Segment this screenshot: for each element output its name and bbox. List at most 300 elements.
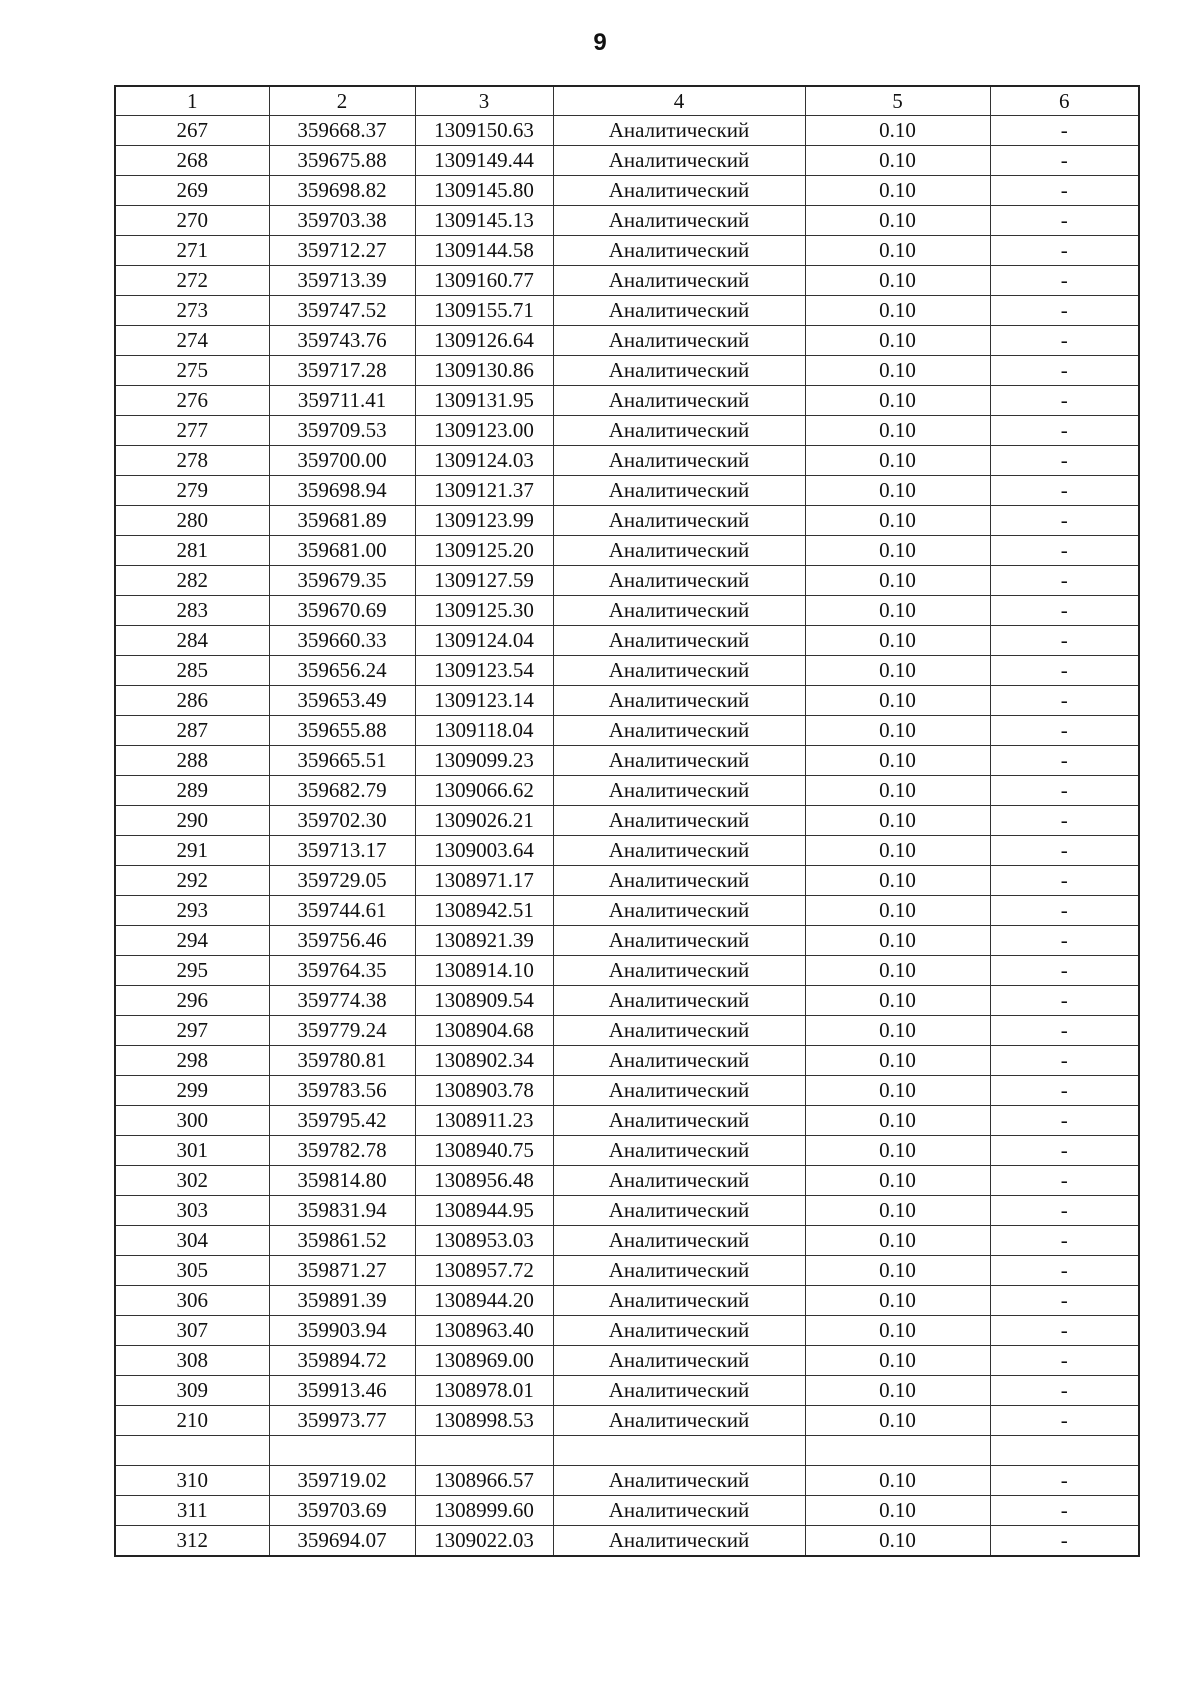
table-cell: 1308921.39	[415, 926, 553, 956]
column-header: 1	[115, 86, 269, 116]
table-cell: 1308940.75	[415, 1136, 553, 1166]
table-cell: 1308956.48	[415, 1166, 553, 1196]
table-cell: 359702.30	[269, 806, 415, 836]
table-cell: Аналитический	[553, 1286, 805, 1316]
table-cell: 1309003.64	[415, 836, 553, 866]
table-cell: -	[990, 1526, 1139, 1557]
table-cell: -	[990, 806, 1139, 836]
table-row	[115, 1016, 1139, 1046]
table-cell: 0.10	[805, 536, 990, 566]
table-cell: 359709.53	[269, 416, 415, 446]
table-cell: 0.10	[805, 656, 990, 686]
table-cell: -	[990, 506, 1139, 536]
table-cell: 1308971.17	[415, 866, 553, 896]
table-cell: Аналитический	[553, 746, 805, 776]
table-cell: 278	[115, 446, 269, 476]
table-cell: -	[990, 566, 1139, 596]
table-cell: 0.10	[805, 866, 990, 896]
table-cell: 359703.69	[269, 1496, 415, 1526]
table-cell: 0.10	[805, 746, 990, 776]
table-row	[115, 266, 1139, 296]
table-cell: 305	[115, 1256, 269, 1286]
table-cell: 1309149.44	[415, 146, 553, 176]
table-cell: Аналитический	[553, 1166, 805, 1196]
table-row	[115, 1346, 1139, 1376]
table-cell: 359795.42	[269, 1106, 415, 1136]
table-cell: Аналитический	[553, 506, 805, 536]
table-cell: 0.10	[805, 566, 990, 596]
table-cell	[415, 1436, 553, 1466]
table-cell: 268	[115, 146, 269, 176]
table-cell: Аналитический	[553, 236, 805, 266]
table-cell: Аналитический	[553, 446, 805, 476]
table-cell: 304	[115, 1226, 269, 1256]
table-cell: 300	[115, 1106, 269, 1136]
table-cell: 1309124.03	[415, 446, 553, 476]
table-cell: 0.10	[805, 146, 990, 176]
table-cell: Аналитический	[553, 1046, 805, 1076]
table-cell: 359764.35	[269, 956, 415, 986]
table-cell: -	[990, 776, 1139, 806]
table-cell: 359670.69	[269, 596, 415, 626]
table-cell: 359774.38	[269, 986, 415, 1016]
table-cell: -	[990, 986, 1139, 1016]
table-cell: 285	[115, 656, 269, 686]
table-row	[115, 776, 1139, 806]
table-cell: -	[990, 356, 1139, 386]
table-row	[115, 656, 1139, 686]
table-cell: Аналитический	[553, 896, 805, 926]
table-cell: Аналитический	[553, 986, 805, 1016]
table-cell: 289	[115, 776, 269, 806]
table-cell: 1309155.71	[415, 296, 553, 326]
table-cell: Аналитический	[553, 326, 805, 356]
table-row	[115, 356, 1139, 386]
table-cell: 0.10	[805, 1016, 990, 1046]
table-cell: -	[990, 656, 1139, 686]
table-row	[115, 1046, 1139, 1076]
table-cell: -	[990, 266, 1139, 296]
table-cell: 359698.82	[269, 176, 415, 206]
table-row	[115, 446, 1139, 476]
table-cell: -	[990, 1466, 1139, 1496]
table-cell: 359831.94	[269, 1196, 415, 1226]
table-cell: 286	[115, 686, 269, 716]
table-body	[115, 116, 1139, 1557]
table-cell: 0.10	[805, 716, 990, 746]
table-cell: 1308978.01	[415, 1376, 553, 1406]
table-cell: -	[990, 476, 1139, 506]
table-cell: 359655.88	[269, 716, 415, 746]
table-cell: Аналитический	[553, 416, 805, 446]
table-cell: Аналитический	[553, 656, 805, 686]
table-row	[115, 1406, 1139, 1436]
table-cell: 359729.05	[269, 866, 415, 896]
table-cell: -	[990, 1046, 1139, 1076]
table-cell: 288	[115, 746, 269, 776]
table-cell: 359675.88	[269, 146, 415, 176]
table-cell: 0.10	[805, 596, 990, 626]
table-cell: -	[990, 446, 1139, 476]
table-cell: 359703.38	[269, 206, 415, 236]
table-row	[115, 1316, 1139, 1346]
table-cell: Аналитический	[553, 686, 805, 716]
table-cell: 1309022.03	[415, 1526, 553, 1557]
table-cell: 0.10	[805, 806, 990, 836]
table-cell: 287	[115, 716, 269, 746]
table-cell: -	[990, 1376, 1139, 1406]
table-row	[115, 416, 1139, 446]
table-cell: 359756.46	[269, 926, 415, 956]
table-cell: Аналитический	[553, 176, 805, 206]
table-row	[115, 1136, 1139, 1166]
table-cell: -	[990, 596, 1139, 626]
table-cell: 280	[115, 506, 269, 536]
table-cell: 307	[115, 1316, 269, 1346]
table-cell: Аналитический	[553, 356, 805, 386]
table-cell: 1309144.58	[415, 236, 553, 266]
table-cell: Аналитический	[553, 1196, 805, 1226]
table-row	[115, 176, 1139, 206]
table-cell: 271	[115, 236, 269, 266]
table-cell: 1309125.20	[415, 536, 553, 566]
table-cell: 359891.39	[269, 1286, 415, 1316]
table-cell: 1309130.86	[415, 356, 553, 386]
table-cell: 312	[115, 1526, 269, 1557]
table-row	[115, 1286, 1139, 1316]
table-cell: 1308999.60	[415, 1496, 553, 1526]
table-cell: 0.10	[805, 1226, 990, 1256]
table-cell: 359694.07	[269, 1526, 415, 1557]
table-cell: 1308963.40	[415, 1316, 553, 1346]
table-row	[115, 1226, 1139, 1256]
table-row	[115, 716, 1139, 746]
table-cell: -	[990, 1106, 1139, 1136]
table-row	[115, 806, 1139, 836]
table-cell: 1308969.00	[415, 1346, 553, 1376]
table-cell: 283	[115, 596, 269, 626]
table-cell: -	[990, 1496, 1139, 1526]
table-cell: 306	[115, 1286, 269, 1316]
table-cell: 302	[115, 1166, 269, 1196]
table-cell: -	[990, 176, 1139, 206]
table-cell: 0.10	[805, 1466, 990, 1496]
table-cell: Аналитический	[553, 1226, 805, 1256]
table-row	[115, 326, 1139, 356]
table-row	[115, 1106, 1139, 1136]
table-cell: Аналитический	[553, 1016, 805, 1046]
table-cell: 359698.94	[269, 476, 415, 506]
table-cell: 0.10	[805, 1376, 990, 1406]
column-header: 2	[269, 86, 415, 116]
page-number: 9	[593, 29, 607, 56]
table-cell: 267	[115, 116, 269, 146]
table-cell: Аналитический	[553, 716, 805, 746]
table-cell: 359679.35	[269, 566, 415, 596]
table-cell: 276	[115, 386, 269, 416]
table-cell: 359712.27	[269, 236, 415, 266]
table-row	[115, 1256, 1139, 1286]
table-cell: 359713.17	[269, 836, 415, 866]
table-cell: 359743.76	[269, 326, 415, 356]
table-cell: 269	[115, 176, 269, 206]
table-cell: 1308914.10	[415, 956, 553, 986]
table-cell: Аналитический	[553, 1496, 805, 1526]
table-cell: 298	[115, 1046, 269, 1076]
table-row	[115, 1166, 1139, 1196]
table-cell: 1308944.20	[415, 1286, 553, 1316]
table-cell: -	[990, 956, 1139, 986]
table-cell: 1309026.21	[415, 806, 553, 836]
table-row	[115, 836, 1139, 866]
table-cell: 1308903.78	[415, 1076, 553, 1106]
table-cell: 210	[115, 1406, 269, 1436]
table-cell: -	[990, 326, 1139, 356]
table-cell: 0.10	[805, 1316, 990, 1346]
table-cell: 1309126.64	[415, 326, 553, 356]
table-cell: Аналитический	[553, 1106, 805, 1136]
table-cell: -	[990, 716, 1139, 746]
table-cell: Аналитический	[553, 476, 805, 506]
table-cell: 295	[115, 956, 269, 986]
table-cell: -	[990, 1076, 1139, 1106]
table-cell: 0.10	[805, 776, 990, 806]
table-cell: -	[990, 116, 1139, 146]
table-cell: 272	[115, 266, 269, 296]
table-cell: -	[990, 1016, 1139, 1046]
table-cell: Аналитический	[553, 536, 805, 566]
table-cell: 0.10	[805, 686, 990, 716]
table-cell: -	[990, 896, 1139, 926]
table-cell: Аналитический	[553, 1406, 805, 1436]
table-cell: 0.10	[805, 296, 990, 326]
table-row	[115, 926, 1139, 956]
table-cell: Аналитический	[553, 836, 805, 866]
table-cell: 293	[115, 896, 269, 926]
table-cell: 0.10	[805, 1526, 990, 1557]
table-cell: 0.10	[805, 356, 990, 386]
table-cell: Аналитический	[553, 266, 805, 296]
table-cell: 359782.78	[269, 1136, 415, 1166]
table-cell: 0.10	[805, 1166, 990, 1196]
table-cell: -	[990, 866, 1139, 896]
table-cell: 1309118.04	[415, 716, 553, 746]
table-cell: 299	[115, 1076, 269, 1106]
table-cell: 1308953.03	[415, 1226, 553, 1256]
table-cell: 1308944.95	[415, 1196, 553, 1226]
table-cell: 1309145.13	[415, 206, 553, 236]
table-cell: 359665.51	[269, 746, 415, 776]
coordinates-table	[114, 85, 1140, 1557]
table-cell: -	[990, 1286, 1139, 1316]
table-row	[115, 866, 1139, 896]
table-cell: Аналитический	[553, 1526, 805, 1557]
table-cell: Аналитический	[553, 926, 805, 956]
table-cell: -	[990, 1166, 1139, 1196]
table-cell: 1308966.57	[415, 1466, 553, 1496]
table-row	[115, 986, 1139, 1016]
table-cell: Аналитический	[553, 146, 805, 176]
table-cell: 303	[115, 1196, 269, 1226]
table-cell: 0.10	[805, 626, 990, 656]
table-cell: 309	[115, 1376, 269, 1406]
table-cell: 277	[115, 416, 269, 446]
table-row	[115, 146, 1139, 176]
table-cell: -	[990, 686, 1139, 716]
table-row	[115, 206, 1139, 236]
table-cell: 296	[115, 986, 269, 1016]
table-cell: 270	[115, 206, 269, 236]
table-cell: Аналитический	[553, 596, 805, 626]
table-cell: Аналитический	[553, 776, 805, 806]
table-cell: 0.10	[805, 176, 990, 206]
table-cell	[553, 1436, 805, 1466]
table-cell: -	[990, 206, 1139, 236]
table-cell: 297	[115, 1016, 269, 1046]
table-cell: 1309131.95	[415, 386, 553, 416]
table-cell: 359973.77	[269, 1406, 415, 1436]
table-cell: 0.10	[805, 1136, 990, 1166]
table-cell: 1308998.53	[415, 1406, 553, 1436]
table-cell: 0.10	[805, 1076, 990, 1106]
table-row	[115, 1076, 1139, 1106]
table-cell: 1308957.72	[415, 1256, 553, 1286]
table-row	[115, 1376, 1139, 1406]
table-row	[115, 236, 1139, 266]
table-cell: -	[990, 1196, 1139, 1226]
table-cell: 290	[115, 806, 269, 836]
table-cell: -	[990, 836, 1139, 866]
table-cell: 291	[115, 836, 269, 866]
table-row	[115, 116, 1139, 146]
table-cell: 359717.28	[269, 356, 415, 386]
table-cell: 0.10	[805, 1256, 990, 1286]
table-cell: -	[990, 926, 1139, 956]
table-cell: 0.10	[805, 416, 990, 446]
table-cell: 359894.72	[269, 1346, 415, 1376]
table-cell: 359682.79	[269, 776, 415, 806]
table-cell: -	[990, 1256, 1139, 1286]
table-cell: Аналитический	[553, 1466, 805, 1496]
table-cell: Аналитический	[553, 1316, 805, 1346]
table-cell: 1309150.63	[415, 116, 553, 146]
table-cell: 0.10	[805, 1406, 990, 1436]
table-cell: 1309123.54	[415, 656, 553, 686]
table-cell: 308	[115, 1346, 269, 1376]
table-cell	[115, 1436, 269, 1466]
table-cell: 359656.24	[269, 656, 415, 686]
table-cell: -	[990, 1226, 1139, 1256]
table-cell: 359913.46	[269, 1376, 415, 1406]
table-cell: 279	[115, 476, 269, 506]
table-cell: 311	[115, 1496, 269, 1526]
table-row	[115, 896, 1139, 926]
table-cell: -	[990, 1316, 1139, 1346]
table-cell: Аналитический	[553, 296, 805, 326]
table-cell	[805, 1436, 990, 1466]
table-cell: Аналитический	[553, 1256, 805, 1286]
table-cell: Аналитический	[553, 806, 805, 836]
table-cell: 1309160.77	[415, 266, 553, 296]
table-cell: 1309123.14	[415, 686, 553, 716]
column-header: 6	[990, 86, 1139, 116]
column-header: 3	[415, 86, 553, 116]
table-cell: 1308909.54	[415, 986, 553, 1016]
table-cell: 359668.37	[269, 116, 415, 146]
table-cell: -	[990, 746, 1139, 776]
table-cell: 0.10	[805, 1046, 990, 1076]
table-cell: 359780.81	[269, 1046, 415, 1076]
table-cell: 281	[115, 536, 269, 566]
table-cell: 359653.49	[269, 686, 415, 716]
table-cell: 0.10	[805, 386, 990, 416]
table-cell: 310	[115, 1466, 269, 1496]
table-cell: Аналитический	[553, 1136, 805, 1166]
table-row	[115, 596, 1139, 626]
table-cell: 0.10	[805, 326, 990, 356]
table-cell: 275	[115, 356, 269, 386]
table-row	[115, 386, 1139, 416]
table-cell: 0.10	[805, 836, 990, 866]
table-cell: -	[990, 386, 1139, 416]
table-cell: -	[990, 626, 1139, 656]
table-cell: 359744.61	[269, 896, 415, 926]
table-row	[115, 1196, 1139, 1226]
header-row	[115, 86, 1139, 116]
table-cell: 0.10	[805, 116, 990, 146]
table-cell: 274	[115, 326, 269, 356]
table-row	[115, 956, 1139, 986]
table-cell: -	[990, 146, 1139, 176]
table-cell: -	[990, 1406, 1139, 1436]
table-cell: Аналитический	[553, 1376, 805, 1406]
table-cell: Аналитический	[553, 1346, 805, 1376]
table-cell: 284	[115, 626, 269, 656]
column-header: 4	[553, 86, 805, 116]
table-cell: 0.10	[805, 896, 990, 926]
table-cell: Аналитический	[553, 206, 805, 236]
table-cell: 301	[115, 1136, 269, 1166]
table-row	[115, 1466, 1139, 1496]
table-cell: Аналитический	[553, 866, 805, 896]
table-cell: 0.10	[805, 1106, 990, 1136]
table-cell: 1309099.23	[415, 746, 553, 776]
table-cell: 282	[115, 566, 269, 596]
table-row	[115, 1496, 1139, 1526]
table-cell: 359861.52	[269, 1226, 415, 1256]
table-cell	[269, 1436, 415, 1466]
table-cell: -	[990, 1346, 1139, 1376]
table-row	[115, 476, 1139, 506]
table-cell: 1309123.99	[415, 506, 553, 536]
table-cell: Аналитический	[553, 626, 805, 656]
table-cell: -	[990, 536, 1139, 566]
table-cell: 0.10	[805, 506, 990, 536]
table-cell: 273	[115, 296, 269, 326]
table-cell: 0.10	[805, 956, 990, 986]
table-cell: 294	[115, 926, 269, 956]
table-cell: 359814.80	[269, 1166, 415, 1196]
table-cell: Аналитический	[553, 116, 805, 146]
table-cell: 0.10	[805, 1346, 990, 1376]
table-cell: 359681.89	[269, 506, 415, 536]
table-cell: 0.10	[805, 476, 990, 506]
table-row	[115, 1436, 1139, 1466]
table-cell: 359681.00	[269, 536, 415, 566]
table-cell: 0.10	[805, 1196, 990, 1226]
column-header: 5	[805, 86, 990, 116]
table-cell: 0.10	[805, 986, 990, 1016]
